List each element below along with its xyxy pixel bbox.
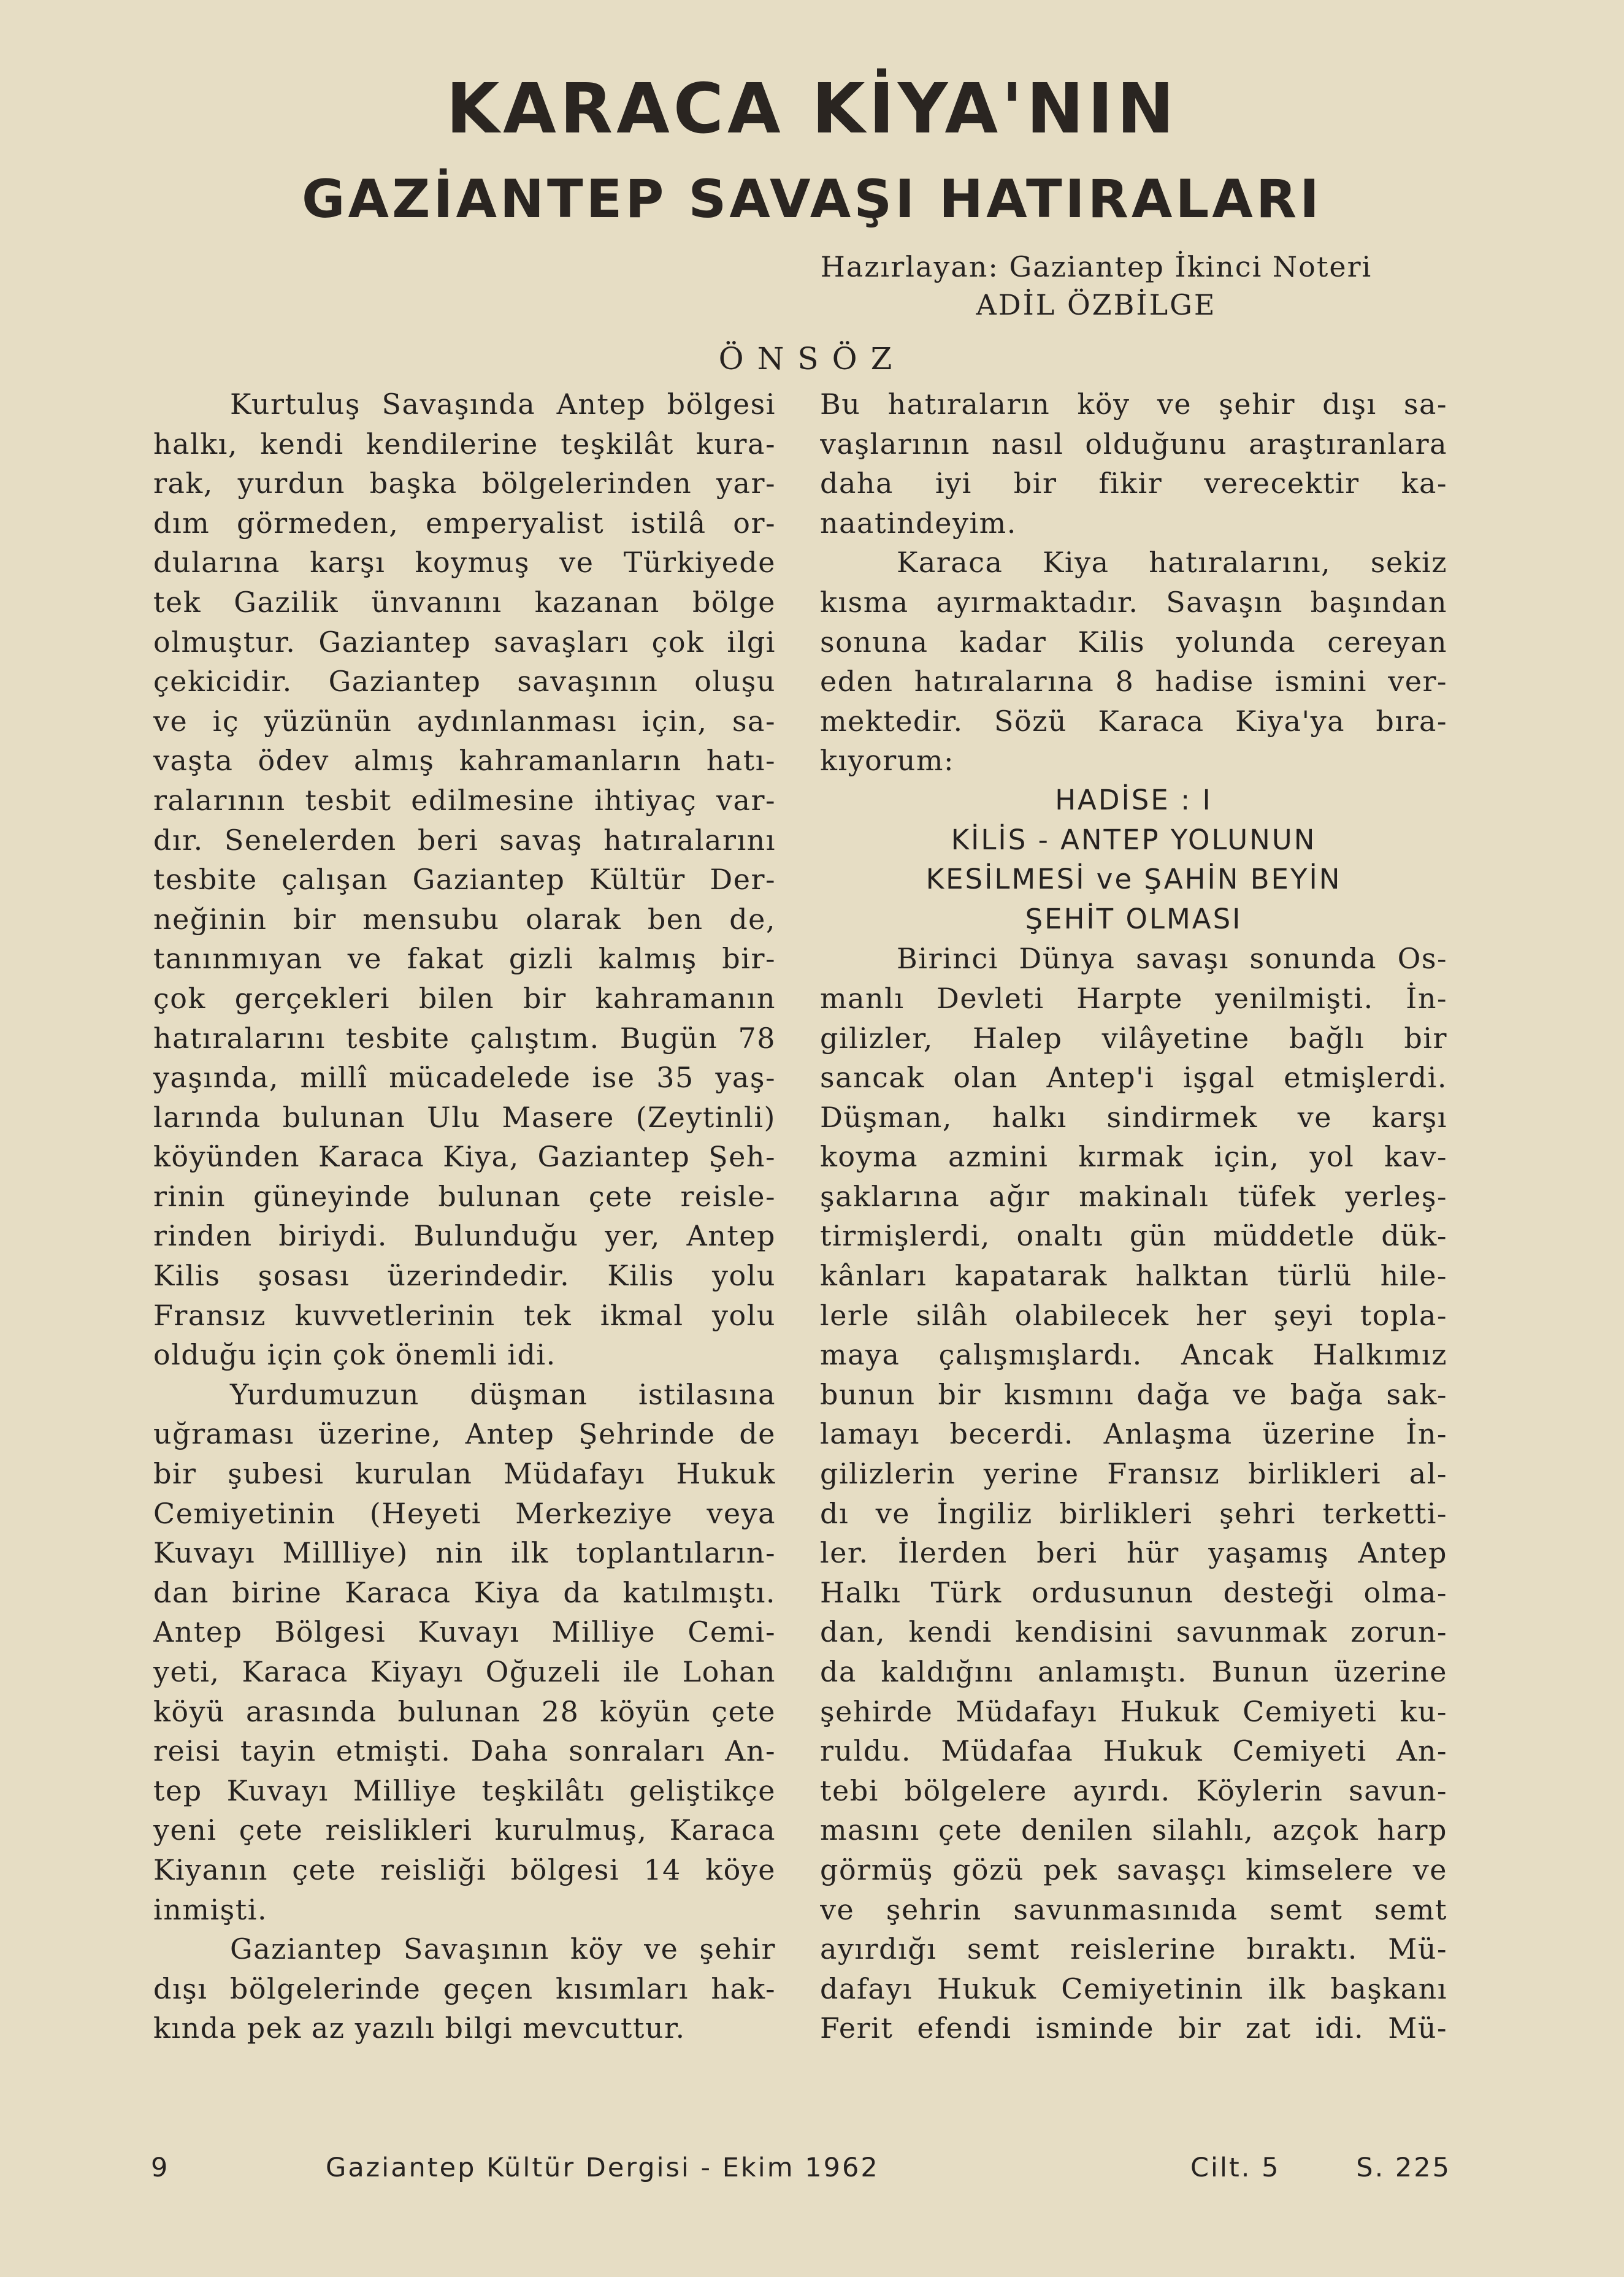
body-text-line: vaşlarının nasıl olduğunu araştıranlara bbox=[820, 427, 1447, 461]
body-text-line: ralarının tesbit edilmesine ihtiyaç var- bbox=[153, 783, 776, 817]
body-text-line: lamayı becerdi. Anlaşma üzerine İn- bbox=[820, 1417, 1447, 1451]
body-text-line: naatindeyim. bbox=[820, 506, 1017, 540]
body-text-line: bunun bir kısmını dağa ve bağa sak- bbox=[820, 1377, 1447, 1411]
body-text-line: Düşman, halkı sindirmek ve karşı bbox=[820, 1100, 1447, 1134]
chapter-heading-line: KESİLMESİ ve ŞAHİN BEYİN bbox=[925, 863, 1342, 896]
body-text-line: Kurtuluş Savaşında Antep bölgesi bbox=[230, 388, 776, 421]
body-text-line: vaşta ödev almış kahramanların hatı- bbox=[153, 744, 776, 778]
body-text-line: tanınmıyan ve fakat gizli kalmış bir- bbox=[153, 942, 776, 976]
body-text-line: bir şubesi kurulan Müdafayı Hukuk bbox=[153, 1457, 776, 1491]
body-text-line: Cemiyetinin (Heyeti Merkeziye veya bbox=[153, 1496, 776, 1530]
left-column bbox=[153, 385, 776, 2048]
chapter-heading-line: KİLİS - ANTEP YOLUNUN bbox=[951, 823, 1317, 856]
body-text-line: daha iyi bir fikir verecektir ka- bbox=[820, 467, 1447, 500]
body-text-line: Antep Bölgesi Kuvayı Milliye Cemi- bbox=[153, 1615, 776, 1649]
body-text-line: gilizler, Halep vilâyetine bağlı bir bbox=[820, 1021, 1447, 1055]
body-text-line: gilizlerin yerine Fransız birlikleri al- bbox=[820, 1457, 1447, 1491]
body-text-line: koyma azmini kırmak için, yol kav- bbox=[820, 1140, 1447, 1174]
chapter-heading-line: HADİSE : I bbox=[1055, 783, 1212, 816]
body-text-line: Ferit efendi isminde bir zat idi. Mü- bbox=[820, 2011, 1447, 2045]
body-text-line: Halkı Türk ordusunun desteği olma- bbox=[820, 1575, 1447, 1609]
body-text-line: Bu hatıraların köy ve şehir dışı sa- bbox=[820, 388, 1447, 421]
footer-journal: Gaziantep Kültür Dergisi - Ekim 1962 bbox=[326, 2153, 879, 2183]
body-text-line: rinden biriydi. Bulunduğu yer, Antep bbox=[153, 1219, 776, 1253]
body-text-line: ruldu. Müdafaa Hukuk Cemiyeti An- bbox=[820, 1734, 1447, 1768]
body-text-line: Kuvayı Millliye) nin ilk toplantıların- bbox=[153, 1536, 776, 1570]
body-text-line: tirmişlerdi, onaltı gün müddetle dük- bbox=[820, 1219, 1447, 1253]
body-text-line: köyünden Karaca Kiya, Gaziantep Şeh- bbox=[153, 1140, 776, 1174]
body-text-line: kısma ayırmaktadır. Savaşın başından bbox=[820, 585, 1447, 619]
body-text-line: lerle silâh olabilecek her şeyi topla- bbox=[820, 1298, 1447, 1332]
body-text-line: larında bulunan Ulu Masere (Zeytinli) bbox=[153, 1100, 776, 1134]
body-text-line: Gaziantep Savaşının köy ve şehir bbox=[230, 1932, 776, 1966]
body-text-line: ayırdığı semt reislerine bıraktı. Mü- bbox=[820, 1932, 1447, 1966]
byline-author-role: Hazırlayan: Gaziantep İkinci Noteri bbox=[820, 250, 1373, 283]
body-text-line: masını çete denilen silahlı, azçok harp bbox=[820, 1813, 1447, 1847]
body-text-line: uğraması üzerine, Antep Şehrinde de bbox=[153, 1417, 776, 1451]
body-text-line: tep Kuvayı Milliye teşkilâtı geliştikçe bbox=[153, 1774, 776, 1807]
body-text-line: tebi bölgelere ayırdı. Köylerin savun- bbox=[820, 1774, 1447, 1807]
body-text-line: sonuna kadar Kilis yolunda cereyan bbox=[820, 625, 1447, 659]
body-text-line: hatıralarını tesbite çalıştım. Bugün 78 bbox=[153, 1021, 776, 1055]
body-text-line: kânları kapatarak halktan türlü hile- bbox=[820, 1259, 1447, 1293]
body-text-line: mektedir. Sözü Karaca Kiya'ya bıra- bbox=[820, 704, 1447, 738]
article-subtitle: GAZİANTEP SAVAŞI HATIRALARI bbox=[301, 169, 1323, 230]
body-text-line: manlı Devleti Harpte yenilmişti. İn- bbox=[820, 981, 1447, 1015]
body-text-line: yaşında, millî mücadelede ise 35 yaş- bbox=[153, 1061, 776, 1095]
chapter-heading-line: ŞEHİT OLMASI bbox=[1025, 902, 1243, 935]
body-text-line: Birinci Dünya savaşı sonunda Os- bbox=[897, 942, 1447, 976]
body-text-line: neğinin bir mensubu olarak ben de, bbox=[153, 902, 776, 936]
body-text-line: olmuştur. Gaziantep savaşları çok ilgi bbox=[153, 625, 776, 659]
body-text-line: dı ve İngiliz birlikleri şehri terketti- bbox=[820, 1496, 1447, 1530]
body-text-line: dularına karşı koymuş ve Türkiyede bbox=[153, 546, 776, 580]
body-text-line: çok gerçekleri bilen bir kahramanın bbox=[153, 981, 776, 1015]
footer-issue: S. 225 bbox=[1356, 2153, 1451, 2183]
body-text-line: tek Gazilik ünvanını kazanan bölge bbox=[153, 585, 776, 619]
body-text-line: kında pek az yazılı bilgi mevcuttur. bbox=[153, 2011, 686, 2045]
body-text-line: rinin güneyinde bulunan çete reisle- bbox=[153, 1179, 776, 1213]
byline-author-name: ADİL ÖZBİLGE bbox=[976, 288, 1217, 321]
body-text-line: eden hatıralarına 8 hadise ismini ver- bbox=[820, 665, 1447, 698]
body-text-line: dışı bölgelerinde geçen kısımları hak- bbox=[153, 1972, 776, 2005]
body-text-line: dır. Senelerden beri savaş hatıralarını bbox=[153, 823, 776, 857]
body-text-line: ler. İlerden beri hür yaşamış Antep bbox=[820, 1536, 1447, 1570]
body-text-line: Kilis şosası üzerindedir. Kilis yolu bbox=[153, 1259, 776, 1293]
body-text-line: maya çalışmışlardı. Ancak Halkımız bbox=[820, 1338, 1447, 1372]
body-text-line: köyü arasında bulunan 28 köyün çete bbox=[153, 1694, 776, 1728]
body-text-line: dım görmeden, emperyalist istilâ or- bbox=[153, 506, 776, 540]
body-text-line: ve şehrin savunmasınıda semt semt bbox=[820, 1892, 1447, 1926]
page-footer bbox=[151, 2149, 1451, 2186]
body-text-line: görmüş gözü pek savaşçı kimselere ve bbox=[820, 1853, 1447, 1886]
body-text-line: şehirde Müdafayı Hukuk Cemiyeti ku- bbox=[820, 1694, 1447, 1728]
body-text-line: Yurdumuzun düşman istilasına bbox=[230, 1377, 776, 1411]
footer-page-number: 9 bbox=[151, 2153, 170, 2183]
body-text-line: da kaldığını anlamıştı. Bunun üzerine bbox=[820, 1655, 1447, 1688]
body-text-line: yeni çete reislikleri kurulmuş, Karaca bbox=[153, 1813, 776, 1847]
body-text-line: Karaca Kiya hatıralarını, sekiz bbox=[897, 546, 1447, 580]
body-text-line: şaklarına ağır makinalı tüfek yerleş- bbox=[820, 1179, 1447, 1213]
body-text-line: dan, kendi kendisini savunmak zorun- bbox=[820, 1615, 1447, 1649]
footer-volume: Cilt. 5 bbox=[1190, 2153, 1281, 2183]
body-text-line: reisi tayin etmişti. Daha sonraları An- bbox=[153, 1734, 776, 1768]
body-text-line: halkı, kendi kendilerine teşkilât kura- bbox=[153, 427, 776, 461]
body-text-line: inmişti. bbox=[153, 1892, 268, 1926]
body-text-line: çekicidir. Gaziantep savaşının oluşu bbox=[153, 665, 776, 698]
body-text-line: Fransız kuvvetlerinin tek ikmal yolu bbox=[153, 1298, 776, 1332]
body-text-line: dan birine Karaca Kiya da katılmıştı. bbox=[153, 1575, 776, 1609]
body-text-line: Kiyanın çete reisliği bölgesi 14 köye bbox=[153, 1853, 776, 1886]
body-text-line: ve iç yüzünün aydınlanması için, sa- bbox=[153, 704, 776, 738]
body-text-line: sancak olan Antep'i işgal etmişlerdi. bbox=[820, 1061, 1447, 1095]
section-heading-onsoz: ÖNSÖZ bbox=[718, 341, 906, 377]
article-title: KARACA KİYA'NIN bbox=[446, 69, 1178, 149]
body-text-line: yeti, Karaca Kiyayı Oğuzeli ile Lohan bbox=[153, 1655, 776, 1688]
body-text-line: dafayı Hukuk Cemiyetinin ilk başkanı bbox=[820, 1972, 1447, 2005]
body-text-line: tesbite çalışan Gaziantep Kültür Der- bbox=[153, 863, 776, 897]
body-text-line: rak, yurdun başka bölgelerinden yar- bbox=[153, 467, 776, 500]
right-column bbox=[820, 385, 1447, 2048]
body-text-line: olduğu için çok önemli idi. bbox=[153, 1338, 556, 1372]
body-text-line: kıyorum: bbox=[820, 744, 954, 778]
